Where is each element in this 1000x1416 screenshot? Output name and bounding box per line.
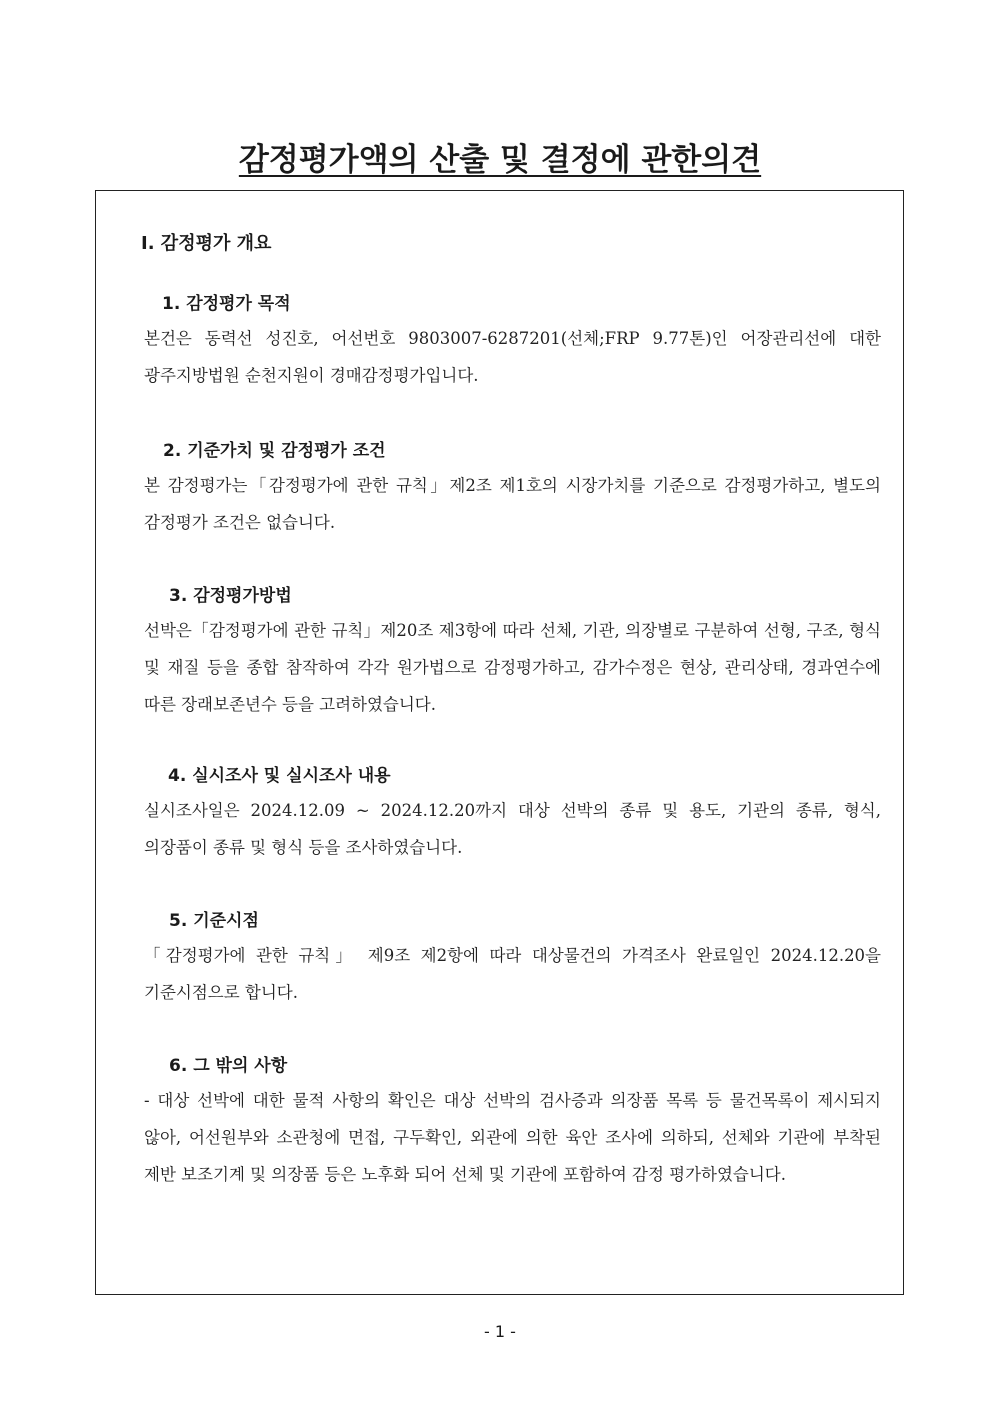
page-number: - 1 - — [484, 1322, 516, 1341]
subsection-heading-method: 3. 감정평가방법 — [169, 586, 292, 606]
subsection-body-purpose: 본건은 동력선 성진호, 어선번호 9803007-6287201(선체;FRP 9.77톤)인 어장관리선에 대한 광주지방법원 순천지원이 경매감정평가입니다. — [144, 329, 881, 385]
subsection-heading-basis: 2. 기준가치 및 감정평가 조건 — [163, 441, 386, 461]
subsection-heading-base-date: 5. 기준시점 — [169, 911, 259, 931]
subsection-body-other: - 대상 선박에 대한 물적 사항의 확인은 대상 선박의 검사증과 의장품 목록 등 물건목록이 제시되지 않아, 어선원부와 소관청에 면접, 구두확인, 외관에 의한 육안 조사에 의하되, 선체와 기관에 부착된 제반 보조기계 및 의장품 등은 노후화 되어 선체 및 기관에 포함하여 감정 평가하였습니다. — [144, 1091, 881, 1184]
subsection-heading-inspection: 4. 실시조사 및 실시조사 내용 — [168, 766, 391, 786]
subsection-heading-other: 6. 그 밖의 사항 — [169, 1056, 288, 1076]
subsection-body-inspection: 실시조사일은 2024.12.09 ~ 2024.12.20까지 대상 선박의 종류 및 용도, 기관의 종류, 형식, 의장품이 종류 및 형식 등을 조사하였습니다. — [144, 801, 881, 857]
subsection-body-method: 선박은「감정평가에 관한 규칙」제20조 제3항에 따라 선체, 기관, 의장별로 구분하여 선형, 구조, 형식 및 재질 등을 종합 참작하여 각각 원가법으로 감정평가하고, 감가수정은 현상, 관리상태, 경과연수에 따른 장래보존년수 등을 고려하였습니다. — [144, 621, 881, 714]
section-heading: Ⅰ. 감정평가 개요 — [141, 233, 272, 254]
subsection-heading-purpose: 1. 감정평가 목적 — [162, 294, 291, 314]
subsection-body-basis: 본 감정평가는「감정평가에 관한 규칙」제2조 제1호의 시장가치를 기준으로 감정평가하고, 별도의 감정평가 조건은 없습니다. — [144, 476, 881, 532]
document-title — [0, 134, 1000, 179]
subsection-body-base-date: 「감정평가에 관한 규칙」 제9조 제2항에 따라 대상물건의 가격조사 완료일인 2024.12.20을 기준시점으로 합니다. — [144, 946, 881, 1002]
document-title-text: 감정평가액의 산출 및 결정에 관한의견 — [238, 142, 762, 178]
